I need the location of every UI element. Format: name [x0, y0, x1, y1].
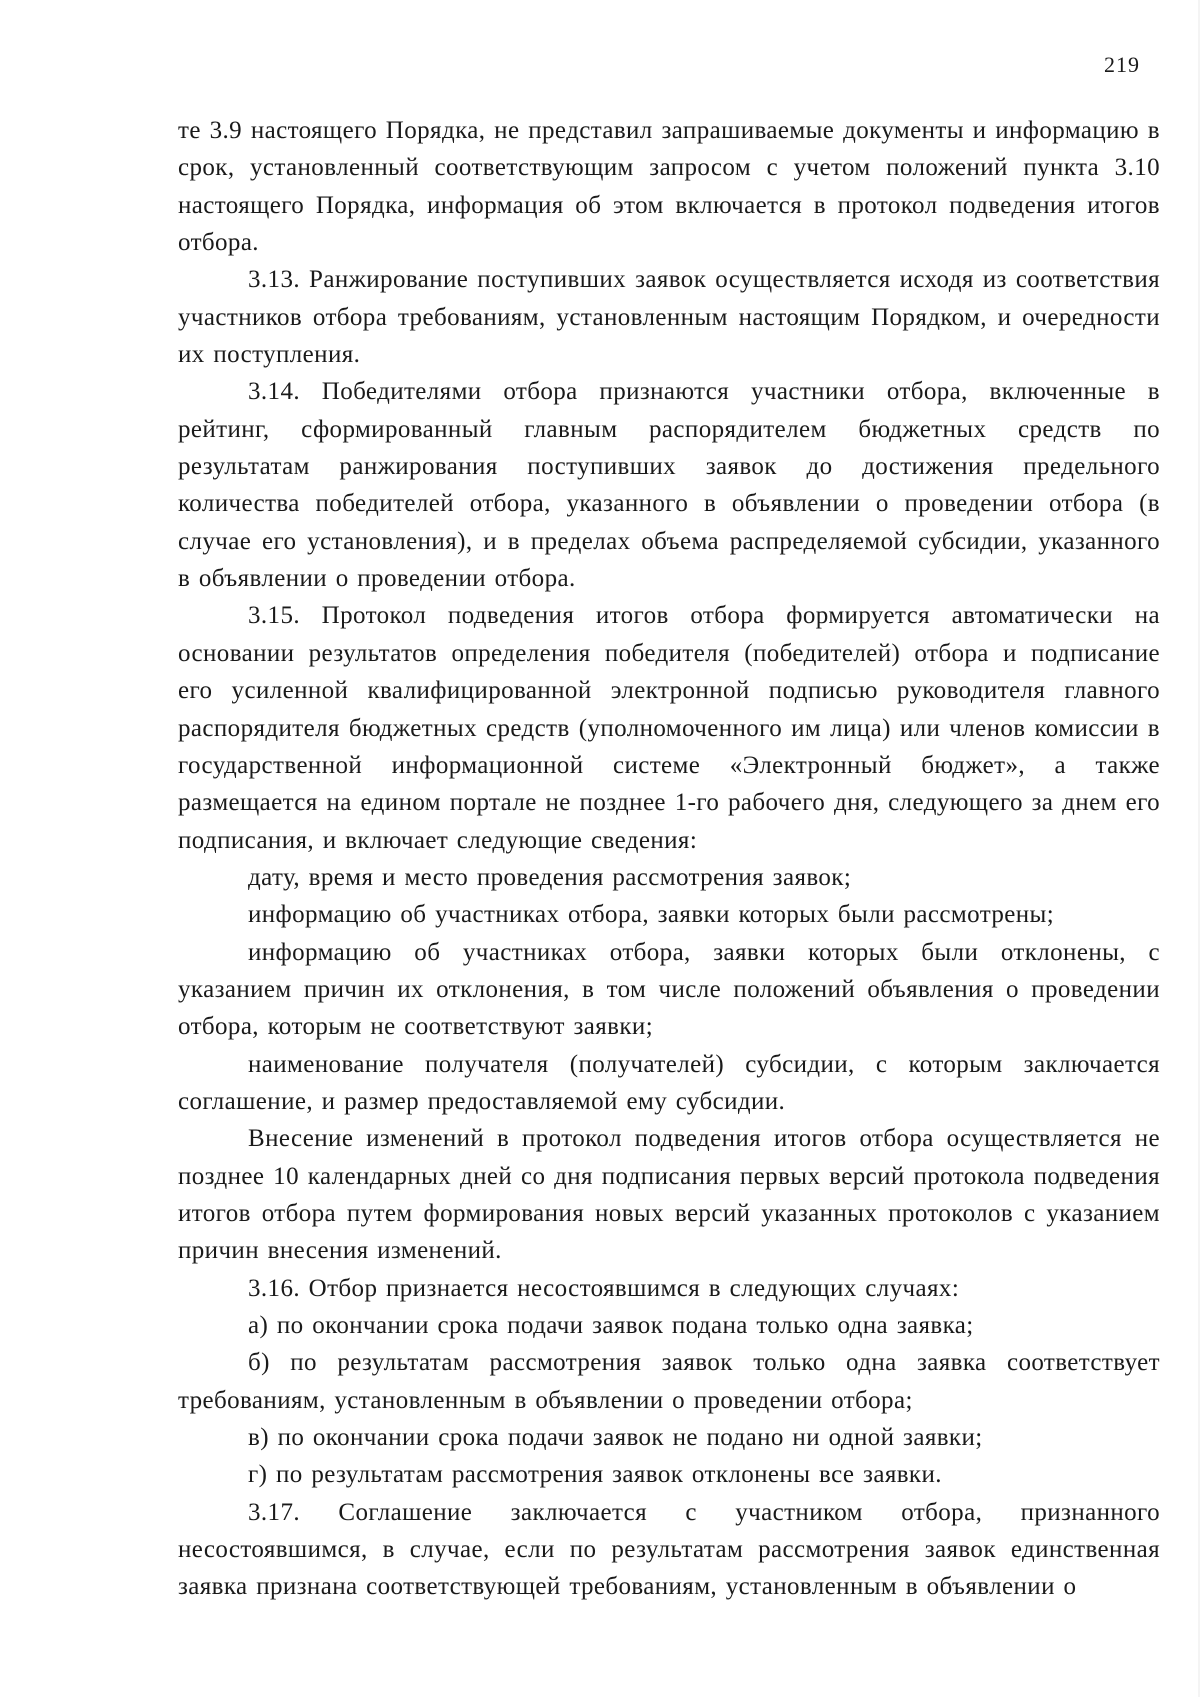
list-item: б) по результатам рассмотрения заявок только одна заявка соответствует требованиям, установленным в объявлении о проведении отбора; [178, 1349, 1160, 1414]
list-item: информацию об участниках отбора, заявки которых были отклонены, с указанием причин их отклонения, в том числе положений объявления о проведении отбора, которым не соответствуют заявки; [178, 938, 1160, 1041]
page-number: 219 [1104, 52, 1140, 77]
list-item: дату, время и место проведения рассмотрения заявок; [248, 863, 852, 891]
list-item: а) по окончании срока подачи заявок подана только одна заявка; [248, 1312, 974, 1339]
paragraph: 3.14. Победителями отбора признаются участники отбора, включенные в рейтинг, сформированный главным распорядителем бюджетных средств по результатам ранжирования поступивших заявок до достижения предельного количества победителей отбора, указанного в объявлении о проведении отбора (в случае его установления), и в пределах объема распределяемой субсидии, указанного в объявлении о проведении отбора. [178, 378, 1160, 593]
list-item: г) по результатам рассмотрения заявок отклонены все заявки. [248, 1461, 942, 1489]
list-item: в) по окончании срока подачи заявок не подано ни одной заявки; [248, 1424, 983, 1452]
paragraph: те 3.9 настоящего Порядка, не представил запрашиваемые документы и информацию в срок, установленный соответствующим запросом с учетом положений пункта 3.10 настоящего Порядка, информация об этом включается в протокол подведения итогов отбора. [178, 117, 1160, 257]
list-item: наименование получателя (получателей) субсидии, с которым заключается соглашение, и размер предоставляемой ему субсидии. [178, 1050, 1160, 1115]
list-item: информацию об участниках отбора, заявки которых были рассмотрены; [248, 901, 1055, 929]
paragraph: 3.17. Соглашение заключается с участником отбора, признанного несостоявшимся, в случае, если по результатам рассмотрения заявок единственная заявка признана соответствующей требованиям, установленным в объявлении о [178, 1498, 1160, 1601]
paragraph: 3.13. Ранжирование поступивших заявок осуществляется исходя из соответствия участников отбора требованиям, установленным настоящим Порядком, и очередности их поступления. [178, 266, 1160, 369]
paragraph: Внесение изменений в протокол подведения итогов отбора осуществляется не позднее 10 календарных дней со дня подписания первых версий протокола подведения итогов отбора путем формирования новых версий указанных протоколов с указанием причин внесения изменений. [178, 1125, 1160, 1265]
paragraph: 3.16. Отбор признается несостоявшимся в следующих случаях: [248, 1274, 960, 1302]
document-body [178, 112, 1160, 1606]
paragraph: 3.15. Протокол подведения итогов отбора формируется автоматически на основании результатов определения победителя (победителей) отбора и подписание его усиленной квалифицированной электронной подписью руководителя главного распорядителя бюджетных средств (уполномоченного им лица) или членов комиссии в государственной информационной системе «Электронный бюджет», а также размещается на едином портале не позднее 1-го рабочего дня, следующего за днем его подписания, и включает следующие сведения: [178, 602, 1160, 854]
